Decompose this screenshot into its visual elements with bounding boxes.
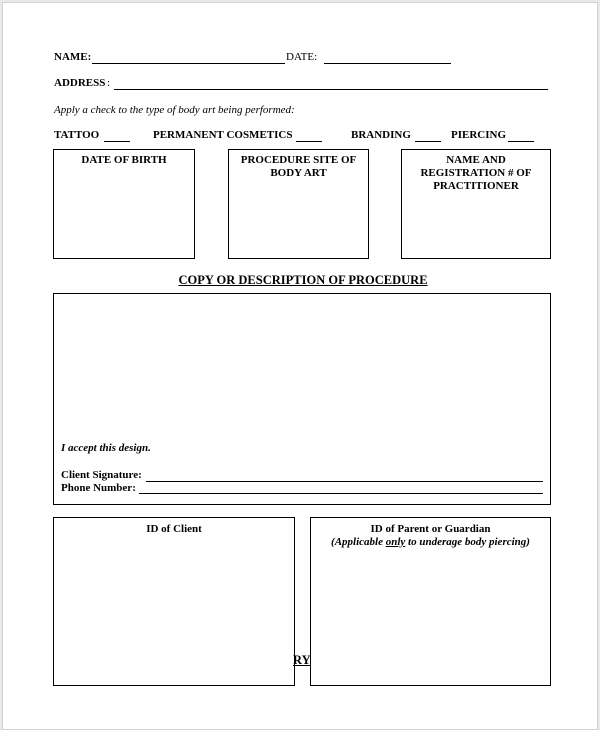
phone-number-label: Phone Number: <box>61 482 136 494</box>
permanent-cosmetics-check-field[interactable] <box>296 141 322 142</box>
tattoo-label: TATTOO <box>54 129 100 141</box>
client-id-title: ID of Client <box>146 523 202 535</box>
client-signature-label: Client Signature: <box>61 469 142 481</box>
procedure-description-box[interactable] <box>53 293 551 505</box>
piercing-check-field[interactable] <box>508 141 534 142</box>
practitioner-box[interactable] <box>401 149 551 259</box>
piercing-label: PIERCING <box>451 129 507 141</box>
date-label: DATE: <box>286 51 318 63</box>
date-of-birth-title: DATE OF BIRTH <box>81 154 167 166</box>
date-field[interactable] <box>324 63 451 64</box>
procedure-section-title: COPY OR DESCRIPTION OF PROCEDURE <box>178 273 428 287</box>
address-colon: : <box>107 77 111 89</box>
procedure-site-title: PROCEDURE SITE OF BODY ART <box>240 154 357 179</box>
tattoo-check-field[interactable] <box>104 141 130 142</box>
guardian-id-box[interactable] <box>310 517 551 686</box>
client-id-box[interactable] <box>53 517 295 686</box>
instruction-text: Apply a check to the type of body art being performed: <box>54 104 295 116</box>
procedure-site-box[interactable] <box>228 149 369 259</box>
obscured-heading-fragment: RY <box>293 653 311 667</box>
accept-design-text: I accept this design. <box>61 442 151 454</box>
practitioner-title: NAME AND REGISTRATION # OF PRACTITIONER <box>420 154 532 192</box>
branding-check-field[interactable] <box>415 141 441 142</box>
guardian-id-title: ID of Parent or Guardian <box>370 523 491 535</box>
client-signature-field[interactable] <box>146 481 543 482</box>
guardian-id-note: (Applicable only to underage body piercing) <box>331 536 530 548</box>
consent-form-page <box>2 2 598 730</box>
permanent-cosmetics-label: PERMANENT COSMETICS <box>153 129 293 141</box>
address-label: ADDRESS <box>54 77 106 89</box>
date-of-birth-box[interactable] <box>53 149 195 259</box>
name-field[interactable] <box>92 63 285 64</box>
address-field[interactable] <box>114 89 548 90</box>
phone-number-field[interactable] <box>139 493 543 494</box>
name-label: NAME: <box>54 51 92 63</box>
branding-label: BRANDING <box>351 129 411 141</box>
